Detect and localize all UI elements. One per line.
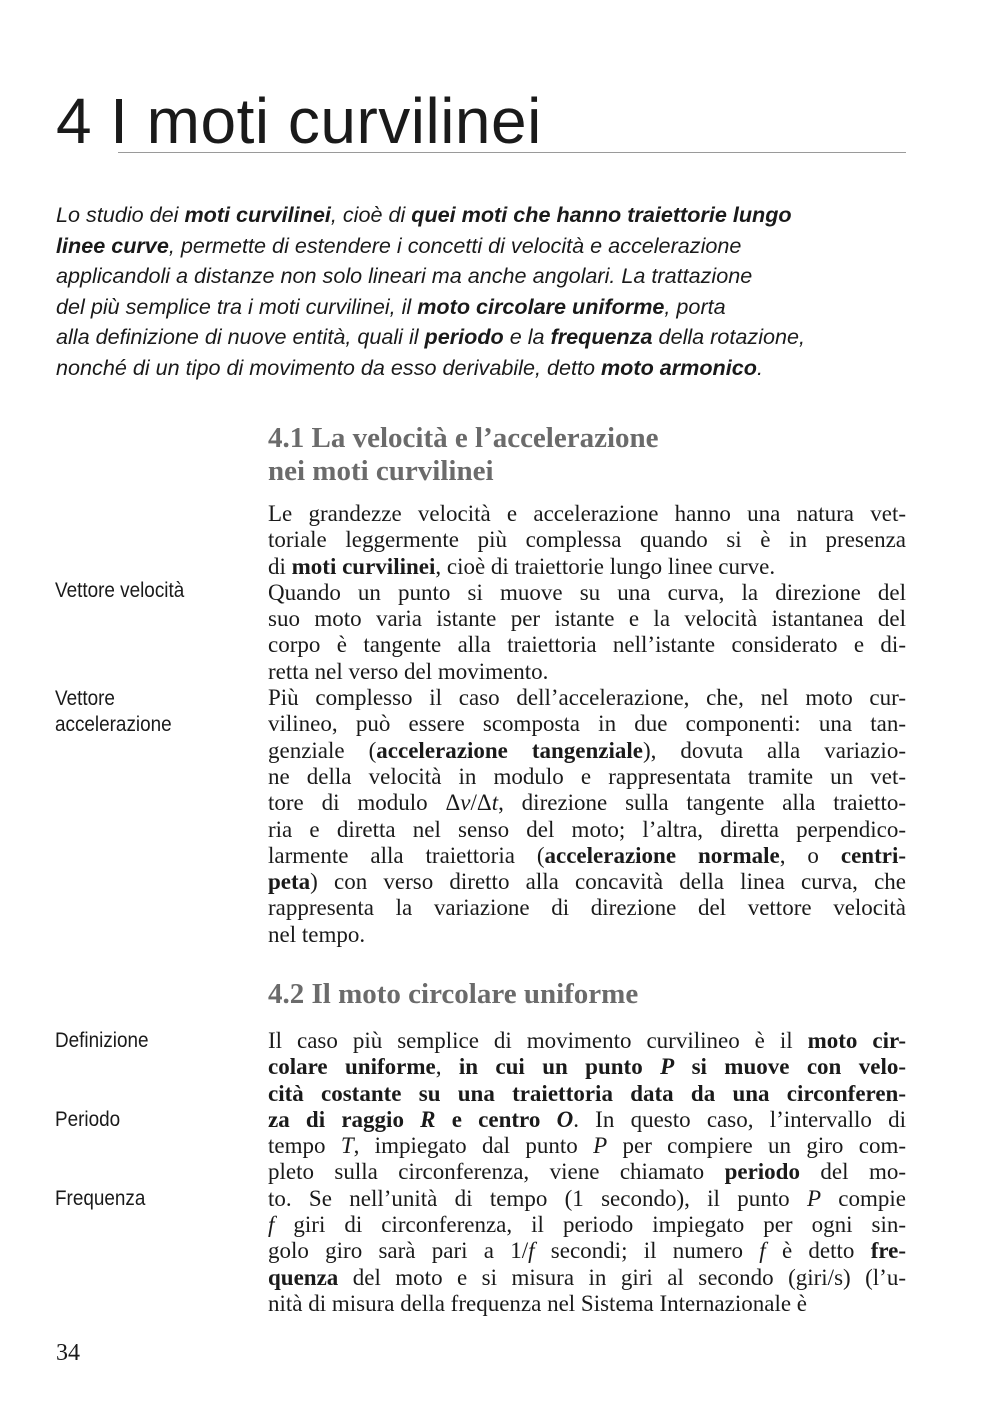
text-run: secondi; il numero — [534, 1238, 760, 1264]
text-line — [268, 606, 906, 632]
text-line — [268, 527, 906, 553]
margin-note-frequenza — [55, 1186, 145, 1212]
text-run: za di raggio — [268, 1106, 421, 1132]
margin-note-line: accelerazione — [55, 713, 172, 737]
text-run: ne della velocità in modulo e rappresentata tramite un vet- — [268, 763, 906, 789]
text-run: suo moto varia istante per istante e la velocità istantanea del — [268, 606, 906, 632]
text-run: , cioè di traiettorie lungo linee curve. — [435, 553, 776, 579]
text-run: del mo- — [799, 1159, 906, 1185]
text-run: P — [660, 1054, 675, 1080]
text-run: to. Se nell’unità di tempo (1 secondo), il punto — [268, 1185, 807, 1211]
text-run: larmente alla traiettoria ( — [268, 842, 545, 868]
text-line — [268, 738, 906, 764]
text-run: del moto e si misura in giri al secondo (giri/s) (l’u- — [338, 1264, 906, 1290]
section-title-line: 4.2 Il moto circolare uniforme — [268, 978, 639, 1010]
text-run: , impiegato dal punto — [353, 1133, 594, 1159]
text-run: accelerazione normale — [544, 842, 780, 868]
text-run: moto cir- — [807, 1028, 907, 1053]
text-run: . In questo caso, l’intervallo di — [573, 1106, 906, 1132]
text-run: periodo — [724, 1159, 800, 1185]
text-run: P — [593, 1133, 608, 1159]
text-run: genziale ( — [268, 737, 377, 763]
chapter-intro — [56, 200, 916, 383]
text-run: colare uniforme — [268, 1054, 436, 1080]
text-run: per compiere un giro com- — [607, 1133, 906, 1159]
text-run: tempo — [268, 1133, 341, 1159]
text-run: della rotazione, — [652, 324, 806, 349]
text-run: rappresenta la variazione di direzione del vettore velocità — [268, 895, 906, 921]
text-line — [56, 353, 916, 384]
text-run: ) con verso diretto alla concavità della linea curva, che — [310, 869, 906, 895]
text-run: compie — [821, 1185, 906, 1211]
text-line — [268, 1028, 906, 1054]
text-run: Quando un punto si muove su una curva, la direzione del — [268, 579, 906, 605]
text-run: v — [460, 790, 471, 816]
text-line — [268, 922, 906, 948]
text-run: peta — [268, 869, 311, 895]
chapter-title-rule — [118, 152, 906, 153]
text-run: di — [268, 553, 292, 579]
text-run: moti curvilinei — [291, 553, 436, 579]
text-run: del più semplice tra i moti curvilinei, il — [56, 293, 418, 319]
text-line — [268, 501, 906, 527]
section-4-2-body — [268, 1028, 906, 1317]
text-run: vilineo, può essere scomposta in due componenti: una tan- — [268, 711, 906, 737]
margin-note-vettore-velocita — [55, 578, 184, 604]
text-line — [268, 1107, 906, 1133]
margin-note-line: Periodo — [55, 1108, 121, 1131]
text-line — [56, 231, 916, 262]
text-run: moti curvilinei — [184, 202, 331, 227]
text-run: nel tempo. — [268, 921, 366, 947]
text-run: ria e diretta nel senso del moto; l’altra, diretta perpendico- — [268, 816, 906, 842]
text-run: Il caso più semplice di movimento curvilineo è il — [268, 1028, 808, 1053]
text-run: , permette di estendere i concetti di velocità e accelerazione — [168, 232, 742, 258]
text-run: si muove con velo- — [674, 1054, 906, 1080]
text-run: toriale leggermente più complessa quando si è in presenza — [268, 527, 906, 553]
margin-note-periodo — [55, 1107, 120, 1133]
text-run: centri- — [840, 842, 907, 868]
text-run: , porta — [664, 293, 726, 319]
text-run: applicandoli a distanze non solo lineari ma anche angolari. La trattazione — [56, 263, 753, 288]
text-run: Le grandezze velocità e accelerazione hanno una natura vet- — [268, 501, 906, 526]
margin-note-vettore-accelerazione — [55, 686, 172, 739]
margin-note-line: Definizione — [55, 1029, 149, 1052]
text-run: accelerazione tangenziale — [376, 737, 643, 763]
text-run: Lo studio dei — [56, 202, 185, 227]
text-line — [268, 843, 906, 869]
text-run: nità di misura della frequenza nel Sistema Internazionale è — [268, 1290, 807, 1316]
text-line — [268, 659, 906, 685]
text-run: t — [491, 790, 499, 816]
text-run: , — [435, 1054, 459, 1080]
margin-note-line: Frequenza — [55, 1187, 146, 1210]
chapter-number: 4 — [56, 85, 93, 157]
text-line — [268, 790, 906, 816]
text-line — [268, 1238, 906, 1264]
text-line — [268, 1081, 906, 1107]
section-4-1-body — [268, 501, 906, 948]
text-run: f — [759, 1238, 766, 1264]
text-line — [268, 764, 906, 790]
text-run: quei moti che hanno traiettorie lungo — [411, 202, 792, 227]
margin-note-definizione — [55, 1028, 149, 1054]
text-run: . — [756, 354, 763, 380]
text-run: e centro — [435, 1106, 557, 1132]
text-line — [268, 580, 906, 606]
text-line — [56, 261, 916, 292]
section-title-4-2 — [268, 978, 638, 1011]
chapter-title-text: I moti curvilinei — [110, 85, 542, 157]
margin-note-line: Vettore velocità — [55, 579, 185, 602]
text-run: pleto sulla circonferenza, viene chiamato — [268, 1159, 725, 1185]
section-title-line: nei moti curvilinei — [268, 455, 494, 487]
text-run: periodo — [424, 324, 504, 349]
text-run: golo giro sarà pari a 1/ — [268, 1238, 529, 1264]
chapter-title — [56, 84, 542, 158]
text-line — [268, 895, 906, 921]
section-title-line: 4.1 La velocità e l’accelerazione — [268, 422, 659, 454]
text-run: f — [268, 1212, 275, 1238]
text-run: R — [420, 1106, 436, 1132]
text-run: O — [556, 1106, 574, 1132]
text-line — [268, 1186, 906, 1212]
text-run: moto armonico — [600, 354, 757, 380]
text-run: f — [528, 1238, 535, 1264]
text-run: retta nel verso del movimento. — [268, 658, 549, 684]
text-run: cità costante su una traiettoria data da una circonferen- — [268, 1080, 906, 1106]
text-line — [268, 1212, 906, 1238]
text-line — [268, 632, 906, 658]
page-number: 34 — [56, 1340, 80, 1366]
text-run: fre- — [870, 1238, 907, 1264]
text-line — [268, 554, 906, 580]
text-run: , o — [779, 842, 841, 868]
text-line — [56, 200, 916, 231]
text-run: frequenza — [550, 324, 653, 349]
text-run: in cui un punto — [458, 1054, 661, 1080]
text-run: alla definizione di nuove entità, quali il — [56, 324, 425, 349]
text-line — [56, 292, 916, 323]
text-run: T — [340, 1133, 354, 1159]
text-run: linee curve — [56, 232, 169, 258]
text-run: moto circolare uniforme — [417, 293, 665, 319]
text-run: corpo è tangente alla traiettoria nell’istante considerato e di- — [268, 632, 906, 658]
text-run: , cioè di — [330, 202, 412, 227]
text-run: tore di modulo Δ — [268, 790, 461, 816]
text-run: Più complesso il caso dell’accelerazione, che, nel moto cur- — [268, 685, 906, 711]
text-run: P — [806, 1185, 821, 1211]
text-line — [56, 322, 916, 353]
text-line — [268, 817, 906, 843]
text-line — [268, 1291, 906, 1317]
margin-note-line: Vettore — [55, 687, 115, 710]
text-line — [268, 711, 906, 737]
text-run: , direzione sulla tangente alla traietto- — [498, 790, 906, 816]
text-run: nonché di un tipo di movimento da esso derivabile, detto — [56, 354, 601, 380]
text-run: quenza — [268, 1264, 339, 1290]
text-run: /Δ — [470, 790, 492, 816]
text-line — [268, 1054, 906, 1080]
text-line — [268, 1159, 906, 1185]
text-line — [268, 1133, 906, 1159]
text-line — [268, 685, 906, 711]
text-run: e la — [503, 324, 551, 349]
text-line — [268, 1265, 906, 1291]
text-run: giri di circonferenza, il periodo impiegato per ogni sin- — [274, 1212, 906, 1238]
text-run: ), dovuta alla variazio- — [643, 737, 906, 763]
text-run: è detto — [765, 1238, 871, 1264]
section-title-4-1 — [268, 422, 659, 488]
text-line — [268, 869, 906, 895]
